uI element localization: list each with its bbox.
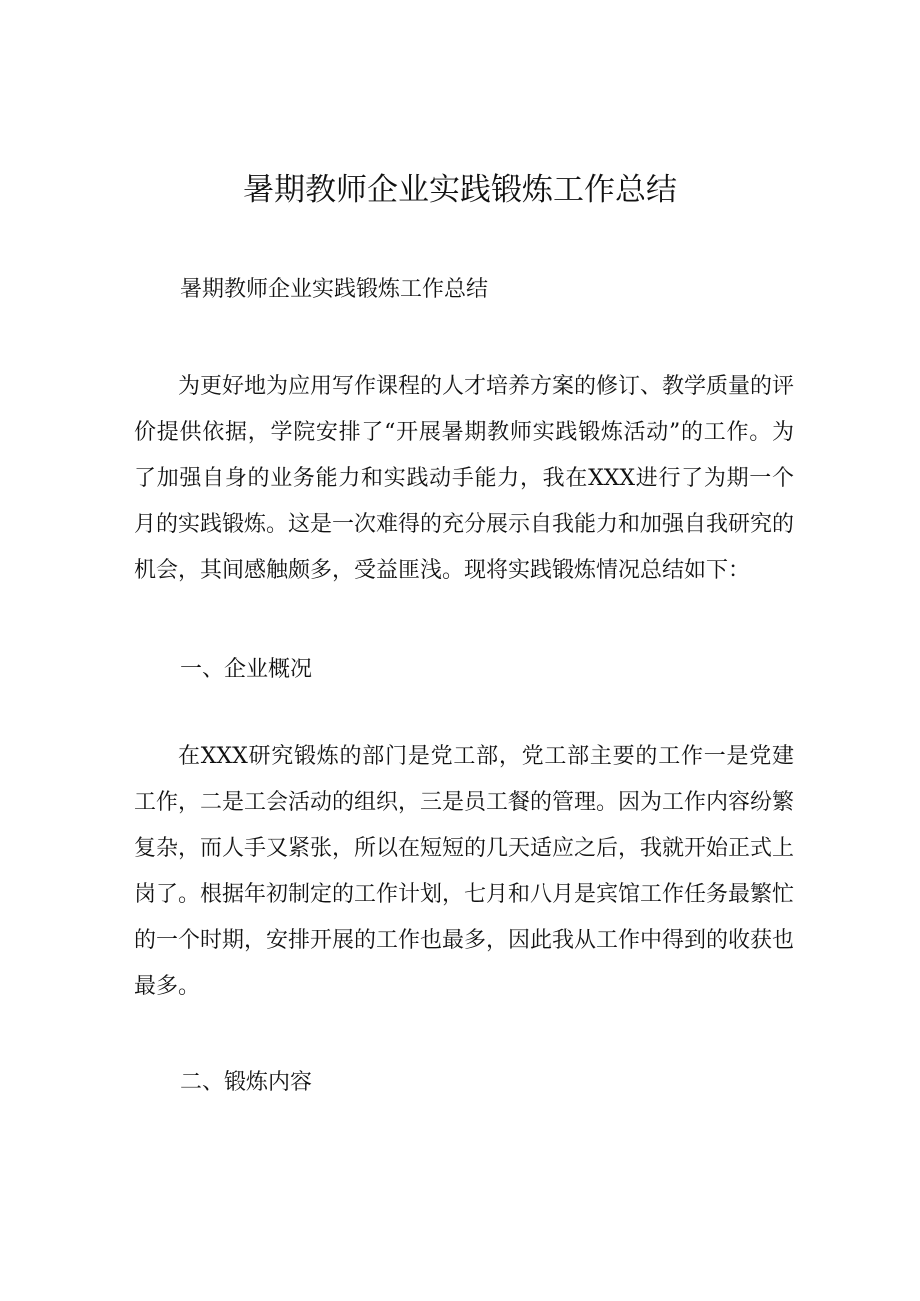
section-heading-training-content: 二、锻炼内容: [180, 1070, 313, 1095]
document-subtitle: 暑期教师企业实践锻炼工作总结: [180, 277, 489, 302]
company-overview-paragraph: 在XXX研究锻炼的部门是党工部，党工部主要的工作一是党建工作，二是工会活动的组织，三是员工餐的管理。因为工作内容纷繁复杂，而人手又紧张，所以在短短的几天适应之后，我就开始正式上岗了。根据年初制定的工作计划，七月和八月是宾馆工作任务最繁忙的一个时期，安排开展的工作也最多，因此我从工作中得到的收获也最多。: [134, 744, 795, 999]
intro-paragraph: 为更好地为应用写作课程的人才培养方案的修订、教学质量的评价提供依据，学院安排了“开展暑期教师实践锻炼活动”的工作。为了加强自身的业务能力和实践动手能力，我在XXX进行了为期一个月的实践锻炼。这是一次难得的充分展示自我能力和加强自我研究的机会，其间感触颇多，受益匪浅。现将实践锻炼情况总结如下：: [134, 374, 795, 583]
document-title: 暑期教师企业实践锻炼工作总结: [243, 172, 677, 208]
section-heading-company-overview: 一、企业概况: [180, 657, 313, 682]
